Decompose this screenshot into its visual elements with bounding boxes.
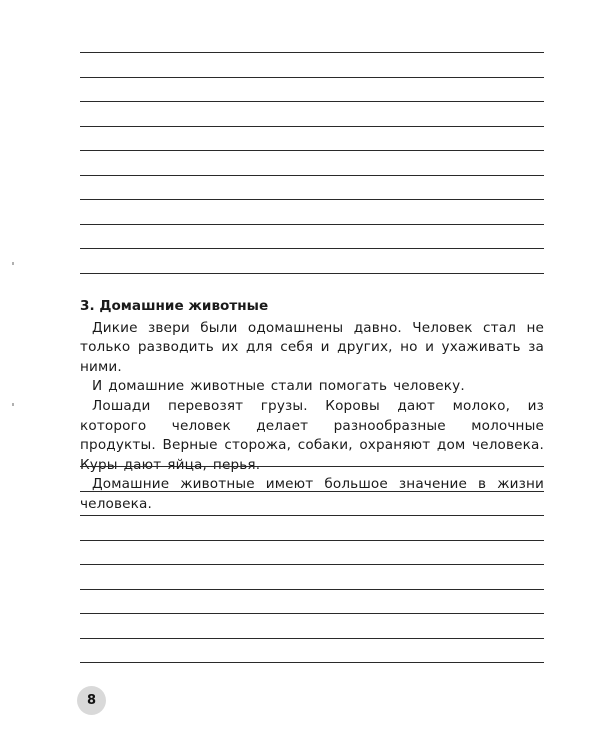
writing-line bbox=[80, 515, 544, 540]
writing-line bbox=[80, 564, 544, 589]
writing-line bbox=[80, 273, 544, 298]
exercise-title: 3. Домашние животные bbox=[80, 298, 269, 314]
margin-mark bbox=[12, 403, 14, 406]
writing-line bbox=[80, 77, 544, 102]
writing-line bbox=[80, 150, 544, 175]
writing-line bbox=[80, 126, 544, 151]
exercise-paragraph: Дикие звери были одомашнены давно. Человек стал не только разводить их для себя и других, но и ухаживать за ними. bbox=[80, 319, 544, 375]
writing-line bbox=[80, 540, 544, 565]
writing-line bbox=[80, 175, 544, 200]
writing-line bbox=[80, 199, 544, 224]
writing-lines-top bbox=[80, 52, 544, 297]
writing-line bbox=[80, 613, 544, 638]
margin-mark bbox=[12, 262, 14, 265]
writing-lines-bottom bbox=[80, 466, 544, 687]
exercise-paragraph: Лошади перевозят грузы. Коровы дают молоко, из которого человек делает разнообразные молочные продукты. Верные сторожа, собаки, охраняют дом человека. Куры дают яйца, перья. bbox=[80, 397, 544, 473]
page-number: 8 bbox=[86, 693, 97, 708]
writing-line bbox=[80, 638, 544, 663]
writing-line bbox=[80, 662, 544, 687]
writing-line bbox=[80, 466, 544, 491]
exercise-paragraph: И домашние животные стали помогать человеку. bbox=[92, 378, 465, 395]
writing-line bbox=[80, 589, 544, 614]
writing-line bbox=[80, 52, 544, 77]
page-number-badge bbox=[77, 686, 106, 715]
exercise-paragraph: Домашние животные имеют большое значение в жизни человека. bbox=[80, 476, 544, 512]
writing-line bbox=[80, 248, 544, 273]
writing-line bbox=[80, 101, 544, 126]
writing-line bbox=[80, 491, 544, 516]
writing-line bbox=[80, 224, 544, 249]
